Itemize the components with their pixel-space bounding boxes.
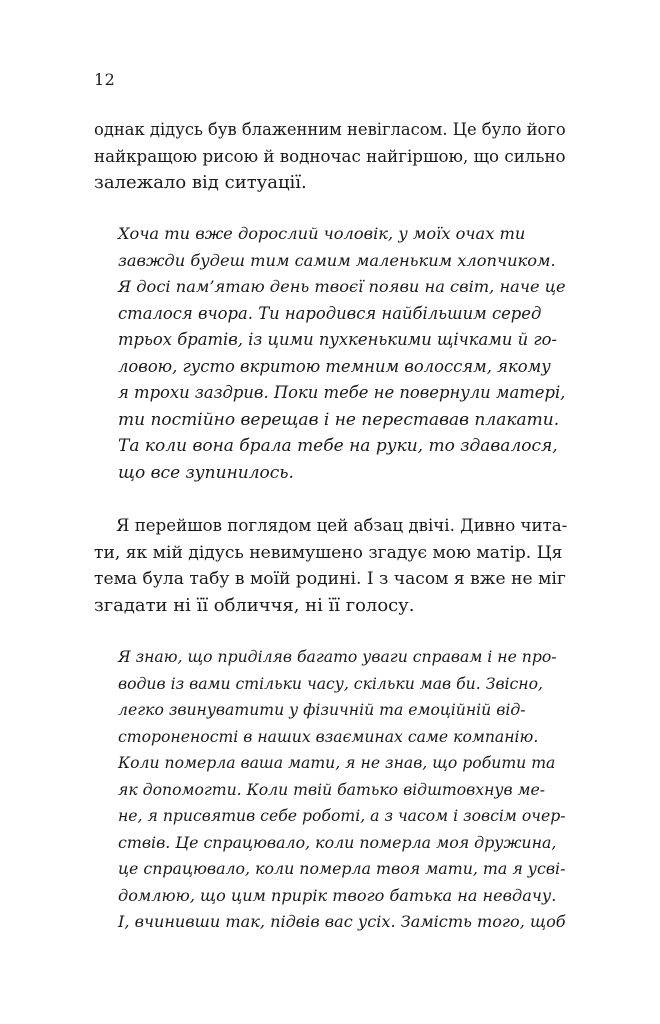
- letter-line: ловою, густо вкритою темним волоссям, якому: [118, 356, 551, 376]
- letter-line: легко звинуватити у фізичній та емоційній від-: [118, 700, 526, 719]
- letter-excerpt-2: [118, 644, 566, 936]
- letter-line: що все зупинилось.: [118, 462, 294, 483]
- text-line: ти, як мій дідусь невимушено згадує мою матір. Ця: [94, 542, 563, 563]
- letter-line: ствів. Це спрацювало, коли померла моя дружина,: [118, 832, 557, 852]
- text-line: тема була табу в моїй родині. І з часом я вже не міг: [94, 569, 566, 589]
- letter-line: трьох братів, із цими пухкенькими щічками й го-: [118, 330, 558, 349]
- letter-line: я трохи заздрив. Поки тебе не повернули матері,: [118, 383, 566, 402]
- letter-line: Хоча ти вже дорослий чоловік, у моїх очах ти: [118, 224, 526, 243]
- letter-line: Я досі пам’ятаю день твоєї появи на світ, наче це: [118, 277, 566, 296]
- letter-line: це спрацювало, коли померла твоя мати, та я усві-: [118, 859, 566, 878]
- text-line: Я перейшов поглядом цей абзац двічі. Дивно чита-: [116, 516, 568, 535]
- letter-line: Та коли вона брала тебе на руки, то здавалося,: [118, 436, 558, 456]
- letter-line: Коли померла ваша мати, я не знав, що робити та: [118, 753, 556, 772]
- letter-line: домлюю, що цим прирік твого батька на невдачу.: [118, 885, 557, 905]
- text-line: згадати ні її обличчя, ні її голосу.: [94, 594, 415, 616]
- letter-line: І, вчинивши так, підвів вас усіх. Замість того, щоб: [118, 912, 566, 931]
- letter-line: не, я присвятив себе роботі, а з часом і зовсім очер-: [118, 806, 566, 825]
- text-line: найкращою рисою й водночас найгіршою, що сильно: [94, 146, 566, 166]
- narrative-paragraph-1: [94, 117, 566, 197]
- letter-line: сталося вчора. Ти народився найбільшим серед: [118, 303, 542, 323]
- letter-line: як допомогти. Коли твій батько відштовхнув ме-: [118, 779, 546, 799]
- letter-line: ти постійно верещав і не переставав плакати.: [118, 409, 560, 430]
- text-line: однак дідусь був блаженним невігласом. Це було його: [94, 120, 566, 139]
- letter-line: водив із вами стільки часу, скільки мав би. Звісно,: [118, 673, 544, 693]
- letter-excerpt-1: [118, 221, 566, 486]
- letter-line: завжди будеш тим самим маленьким хлопчиком.: [118, 250, 556, 270]
- page-number: 12: [94, 70, 116, 89]
- letter-line: стороненості в наших взаєминах саме компанію.: [118, 726, 539, 746]
- text-line: залежало від ситуації.: [94, 172, 307, 193]
- narrative-paragraph-2: [94, 513, 567, 619]
- letter-line: Я знаю, що приділяв багато уваги справам і не про-: [118, 647, 557, 666]
